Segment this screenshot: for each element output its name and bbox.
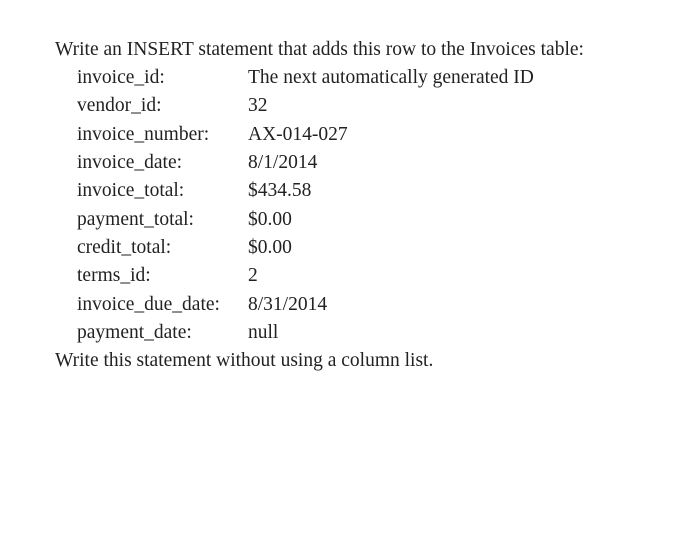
- field-row-invoice-number: [55, 121, 685, 149]
- field-name: invoice_due_date:: [77, 293, 220, 315]
- constraint-text: Write this statement without using a column list.: [55, 349, 434, 371]
- field-value: $0.00: [248, 208, 292, 230]
- instruction-text: Write an INSERT statement that adds this row to the Invoices table:: [55, 39, 584, 60]
- field-name: credit_total:: [77, 236, 172, 258]
- field-row-payment-date: [55, 319, 685, 347]
- field-name: invoice_id:: [77, 67, 165, 89]
- field-value: $434.58: [248, 180, 312, 202]
- field-name: payment_date:: [77, 321, 192, 343]
- field-value: 32: [248, 95, 268, 117]
- field-value: $0.00: [248, 236, 292, 258]
- field-name: invoice_total:: [77, 180, 185, 202]
- field-name: terms_id:: [77, 265, 151, 287]
- field-row-terms-id: [55, 262, 685, 290]
- field-row-vendor-id: [55, 92, 685, 120]
- field-value: 2: [248, 265, 258, 287]
- field-row-credit-total: [55, 234, 685, 262]
- field-list: [55, 64, 685, 347]
- field-row-invoice-total: [55, 177, 685, 205]
- field-value: null: [248, 321, 279, 343]
- exercise-document: [55, 36, 685, 375]
- field-value: 8/1/2014: [248, 152, 318, 174]
- field-value: AX-014-027: [248, 123, 348, 145]
- field-row-invoice-due-date: [55, 290, 685, 318]
- field-value: 8/31/2014: [248, 293, 328, 315]
- field-row-payment-total: [55, 205, 685, 233]
- field-row-invoice-id: [55, 64, 685, 92]
- field-row-invoice-date: [55, 149, 685, 177]
- field-name: vendor_id:: [77, 95, 162, 117]
- field-name: payment_total:: [77, 208, 194, 230]
- field-name: invoice_number:: [77, 123, 210, 145]
- field-value: The next automatically generated ID: [248, 67, 534, 89]
- field-name: invoice_date:: [77, 152, 183, 174]
